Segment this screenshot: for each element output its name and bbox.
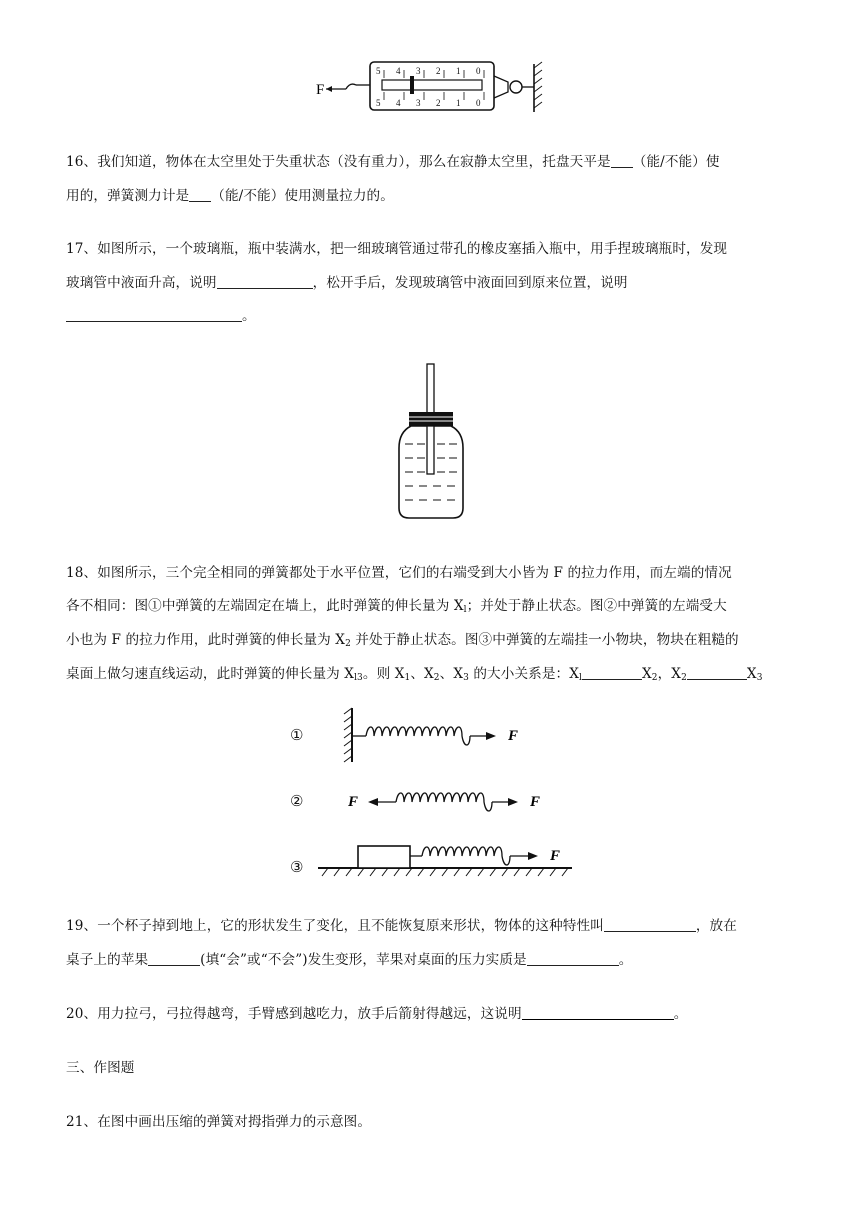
q17-line-3: 。 xyxy=(66,304,256,324)
svg-text:5: 5 xyxy=(376,66,381,76)
q19-line-1: 19、一个杯子掉到地上，它的形状发生了变化，且不能恢复原来形状，物体的这种特性叫 ，放在 xyxy=(66,918,737,934)
svg-text:4: 4 xyxy=(396,98,401,108)
q16-line-1: 16、我们知道，物体在太空里处于失重状态（没有重力），那么在寂静太空里，托盘天平是 （能/不能）使 xyxy=(66,154,720,170)
scale-force-label: F xyxy=(316,82,325,98)
fig-label-1: ① xyxy=(290,726,304,744)
svg-text:5: 5 xyxy=(376,98,381,108)
svg-text:F: F xyxy=(348,794,359,810)
q18-line-2: 各不相同：图①中弹簧的左端固定在墙上，此时弹簧的伸长量为 $X_l$；并处于静止状态。图②中弹簧的左端受大 xyxy=(66,598,727,615)
q18-blank-1[interactable] xyxy=(582,665,642,680)
section-title: 三、作图题 xyxy=(66,1060,135,1076)
svg-text:2: 2 xyxy=(436,98,441,108)
q18-line-3: 小也为 F 的拉力作用，此时弹簧的伸长量为 $X_2$ 并处于静止状态。图③中弹簧的左端挂一小物块，物块在粗糙的 xyxy=(66,632,739,649)
fig-label-2: ② xyxy=(290,792,304,810)
q19-blank-1[interactable] xyxy=(604,917,696,932)
svg-text:3: 3 xyxy=(416,66,421,76)
q18-blank-2[interactable] xyxy=(687,665,747,680)
q20-blank[interactable] xyxy=(522,1005,674,1020)
q17-line-1: 17、如图所示，一个玻璃瓶，瓶中装满水，把一细玻璃管通过带孔的橡皮塞插入瓶中，用手捏玻璃瓶时，发现 xyxy=(66,241,728,257)
q19-blank-2[interactable] xyxy=(148,951,200,966)
svg-text:1: 1 xyxy=(456,98,461,108)
q20-line: 20、用力拉弓，弓拉得越弯，手臂感到越吃力，放手后箭射得越远，这说明 。 xyxy=(66,1006,688,1022)
fig-label-3: ③ xyxy=(290,858,304,876)
svg-text:0: 0 xyxy=(476,98,481,108)
svg-text:F: F xyxy=(550,848,561,864)
q21-line: 21、在图中画出压缩的弹簧对拇指弹力的示意图。 xyxy=(66,1114,372,1130)
q16-blank-1[interactable] xyxy=(611,153,633,168)
svg-text:2: 2 xyxy=(436,66,441,76)
q18-line-4: 桌面上做匀速直线运动，此时弹簧的伸长量为 $X_{l3}$。则 $X_1$、$X_2$、$X_3$ 的大小关系是：$X_l$ $X_2$，$X_2$ $X_3$ xyxy=(66,666,763,683)
q16-blank-2[interactable] xyxy=(189,187,211,202)
q19-blank-3[interactable] xyxy=(527,951,619,966)
svg-text:1: 1 xyxy=(456,66,461,76)
svg-text:3: 3 xyxy=(416,98,421,108)
springs-figure xyxy=(286,706,582,886)
q16-line-2: 用的，弹簧测力计是 （能/不能）使用测量拉力的。 xyxy=(66,188,394,204)
svg-text:0: 0 xyxy=(476,66,481,76)
bottle-figure xyxy=(395,362,467,522)
svg-text:F: F xyxy=(530,794,541,810)
q17-blank-1[interactable] xyxy=(217,274,313,289)
q19-line-2: 桌子上的苹果 (填“会”或“不会”)发生变形，苹果对桌面的压力实质是 。 xyxy=(66,952,633,968)
q17-blank-2[interactable] xyxy=(66,307,242,322)
svg-text:F: F xyxy=(508,728,519,744)
q17-line-2: 玻璃管中液面升高，说明 ，松开手后，发现玻璃管中液面回到原来位置，说明 xyxy=(66,275,628,291)
q18-line-1: 18、如图所示，三个完全相同的弹簧都处于水平位置，它们的右端受到大小皆为 F 的拉力作用，而左端的情况 xyxy=(66,565,732,581)
svg-text:4: 4 xyxy=(396,66,401,76)
spring-scale-figure xyxy=(312,58,552,114)
